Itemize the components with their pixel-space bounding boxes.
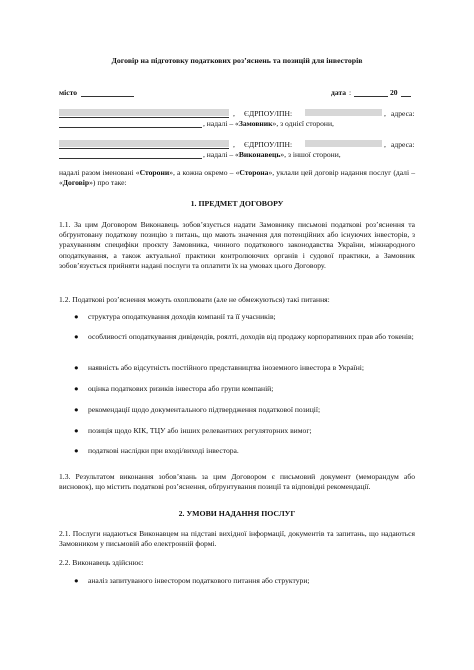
party2-address-line[interactable] xyxy=(59,158,202,159)
list-item: структура оподаткування доходів компанії та її учасників; xyxy=(88,312,276,321)
section1-heading: 1. ПРЕДМЕТ ДОГОВОРУ xyxy=(190,199,284,208)
paragraph-1-2: 1.2. Податкові роз’яснення можуть охоплювати (але не обмежуються) такі питання: xyxy=(59,295,330,304)
bullet-icon: ● xyxy=(74,384,79,393)
paragraph-2-2: 2.2. Виконавець здійснює: xyxy=(59,558,144,567)
bullet-icon: ● xyxy=(74,405,79,414)
list-item: податкові наслідки при вході/виході інвестора. xyxy=(88,446,239,455)
list-item: оцінка податкових ризиків інвестора або групи компаній; xyxy=(88,384,274,393)
date-blank[interactable] xyxy=(354,96,388,97)
party2-name-underline xyxy=(59,148,229,149)
party2-edrpou-field[interactable] xyxy=(305,140,382,147)
party2-edrpou-label: ЄДРПОУ/ІПН: xyxy=(244,140,293,149)
paragraph-2-1: 2.1. Послуги надаються Виконавцем на підставі вихідної інформації, документів та запитань, що надаються Замовником у письмовій або електронній формі. xyxy=(59,529,415,549)
bullet-icon: ● xyxy=(74,576,79,585)
party1-address-line[interactable] xyxy=(59,127,202,128)
paragraph-1-1: 1.1. За цим Договором Виконавець зобов’язується надати Замовнику письмові податкові роз’яснення та обґрунтовану податкову позицію з питань, що мають значення для потенційних або існуючих інвесторів, з урахуванням специфіки проєкту Замовника, чинного податкового законодавства України, міжнародного оподаткування, а також актуальної практики контролюючих органів і судової практики, а Замовник зобов’язується прийняти надані послуги та оплатити їх на умовах цього Договору. xyxy=(59,220,415,270)
list-item: аналіз запитуваного інвестором податкового питання або структури; xyxy=(88,576,310,585)
party1-role-text: , надалі – «Замовник», з однієї сторони, xyxy=(203,119,334,128)
party1-address-label: адреса: xyxy=(391,109,415,118)
bullet-icon: ● xyxy=(74,312,79,321)
party1-comma: , xyxy=(233,109,235,118)
document-title: Договір на підготовку податкових роз’яснень та позицій для інвесторів xyxy=(111,56,363,65)
list-item: особливості оподаткування дивідендів, роялті, доходів від продажу корпоративних прав або токенів; xyxy=(88,332,414,341)
bullet-icon: ● xyxy=(74,363,79,372)
party2-comma-2: , xyxy=(384,140,386,149)
party1-comma-2: , xyxy=(384,109,386,118)
bullet-icon: ● xyxy=(74,446,79,455)
list-item: позиція щодо КІК, ТЦУ або інших релевантних регуляторних вимог; xyxy=(88,426,312,435)
bullet-icon: ● xyxy=(74,332,79,341)
party2-address-label: адреса: xyxy=(391,140,415,149)
list-item: наявність або відсутність постійного представництва іноземного інвестора в Україні; xyxy=(88,363,365,372)
bullet-icon: ● xyxy=(74,426,79,435)
year-blank[interactable] xyxy=(401,96,411,97)
city-blank[interactable] xyxy=(81,96,134,97)
paragraph-1-3: 1.3. Результатом виконання зобов’язань за цим Договором є письмовий документ (меморандум або висновок), що містить податкові роз’яснення, обґрунтування позиції та відповідні рекомендації. xyxy=(59,472,415,492)
date-colon: : xyxy=(349,88,352,97)
party1-edrpou-field[interactable] xyxy=(305,109,382,116)
intro-paragraph: надалі разом іменовані «Сторони», а кожна окремо – «Сторона», уклали цей договір надання послуг (далі – «Договір») про таке: xyxy=(59,168,415,188)
date-year: 20 xyxy=(390,88,398,97)
party1-name-field[interactable] xyxy=(59,109,229,116)
party2-name-field[interactable] xyxy=(59,140,229,147)
section2-heading: 2. УМОВИ НАДАННЯ ПОСЛУГ xyxy=(178,509,296,518)
party2-role-text: , надалі – «Виконавець», з іншої сторони, xyxy=(203,150,341,159)
date-label: дата xyxy=(331,88,347,97)
party2-comma: , xyxy=(233,140,235,149)
city-label: місто xyxy=(59,88,78,97)
party1-edrpou-label: ЄДРПОУ/ІПН: xyxy=(244,109,293,118)
list-item: рекомендації щодо документального підтвердження податкової позиції; xyxy=(88,405,321,414)
party1-name-underline xyxy=(59,117,229,118)
